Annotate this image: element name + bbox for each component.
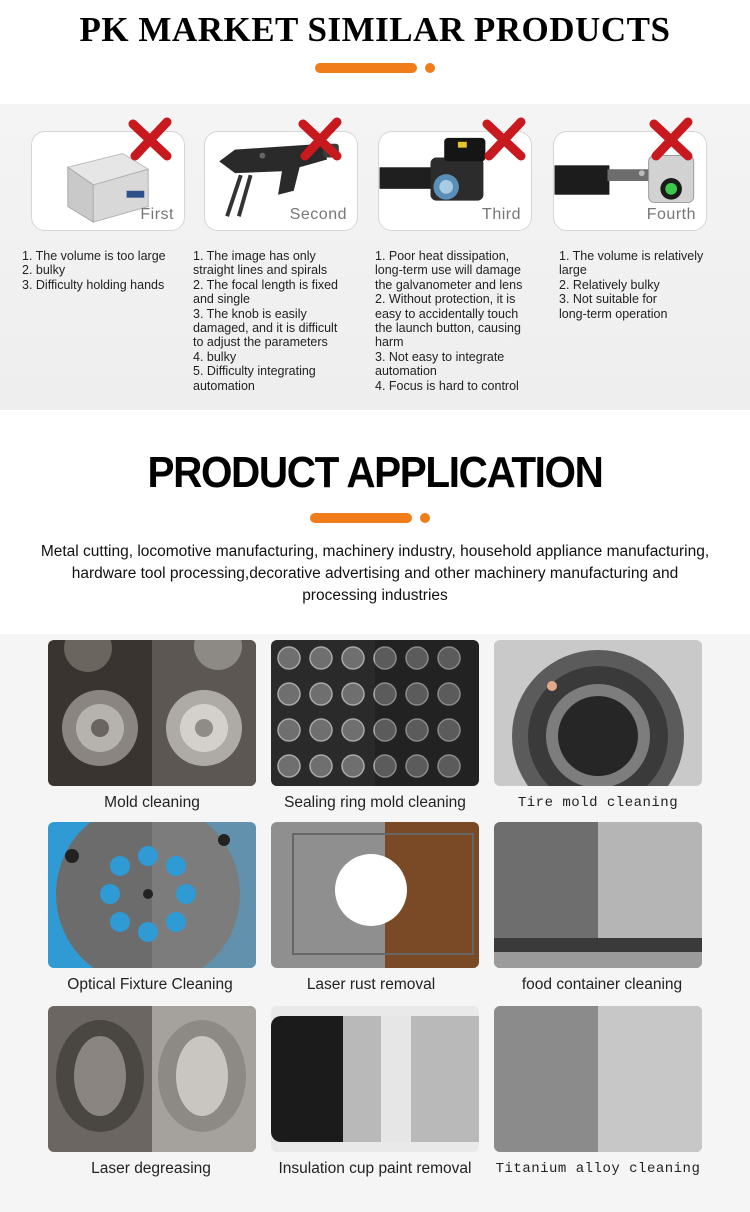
- sealing-ring-mold-photo: [271, 640, 479, 786]
- reject-cross-icon: [481, 116, 527, 162]
- optical-fixture-caption: Optical Fixture Cleaning: [67, 976, 233, 993]
- food-container-caption: food container cleaning: [521, 976, 683, 993]
- mold-cleaning-photo: [48, 640, 256, 786]
- third-product-drawbacks: 1. Poor heat dissipation, long-term use will damage the galvanometer and lens 2. Without protection, it is easy to accidentally touch the launch button, causing harm 3. Not easy to integrate automation 4. Focus is hard to control: [375, 249, 523, 393]
- reject-cross-icon: [127, 116, 173, 162]
- card-ordinal: Third: [482, 206, 521, 223]
- mold-cleaning-caption: Mold cleaning: [104, 794, 200, 811]
- sealing-ring-mold-caption: Sealing ring mold cleaning: [284, 794, 466, 811]
- product-application-title: PRODUCT APPLICATION: [147, 448, 603, 497]
- tire-mold-photo: [494, 640, 702, 786]
- reject-cross-icon: [648, 116, 694, 162]
- application-description: Metal cutting, locomotive manufacturing, machinery industry, household appliance manufacturing, hardware tool processing,decorative advertising and other machinery manufacturing and processing industries: [40, 543, 710, 604]
- optical-fixture-photo: [48, 822, 256, 968]
- titanium-alloy-caption: Titanium alloy cleaning: [495, 1161, 701, 1177]
- card-ordinal: Second: [289, 206, 347, 223]
- laser-degreasing-caption: Laser degreasing: [91, 1160, 211, 1177]
- fourth-product-drawbacks: 1. The volume is relatively large 2. Relatively bulky 3. Not suitable for long-term operation: [559, 249, 704, 321]
- laser-rust-removal-photo: [271, 822, 479, 968]
- card-ordinal: First: [140, 206, 174, 223]
- similar-products-title: PK MARKET SIMILAR PRODUCTS: [79, 10, 671, 49]
- insulation-cup-caption: Insulation cup paint removal: [278, 1160, 472, 1177]
- laser-rust-removal-caption: Laser rust removal: [306, 976, 436, 993]
- titanium-alloy-photo: [494, 1006, 702, 1152]
- card-ordinal: Fourth: [646, 206, 696, 223]
- food-container-photo: [494, 822, 702, 968]
- first-product-drawbacks: 1. The volume is too large 2. bulky 3. Difficulty holding hands: [22, 249, 166, 292]
- reject-cross-icon: [297, 116, 343, 162]
- insulation-cup-photo: [271, 1006, 479, 1152]
- second-product-drawbacks: 1. The image has only straight lines and spirals 2. The focal length is fixed and single 3. The knob is easily damaged, and it is difficult to adjust the parameters 4. bulky 5. Difficulty integrating automation: [193, 249, 338, 393]
- tire-mold-caption: Tire mold cleaning: [517, 795, 679, 811]
- laser-degreasing-photo: [48, 1006, 256, 1152]
